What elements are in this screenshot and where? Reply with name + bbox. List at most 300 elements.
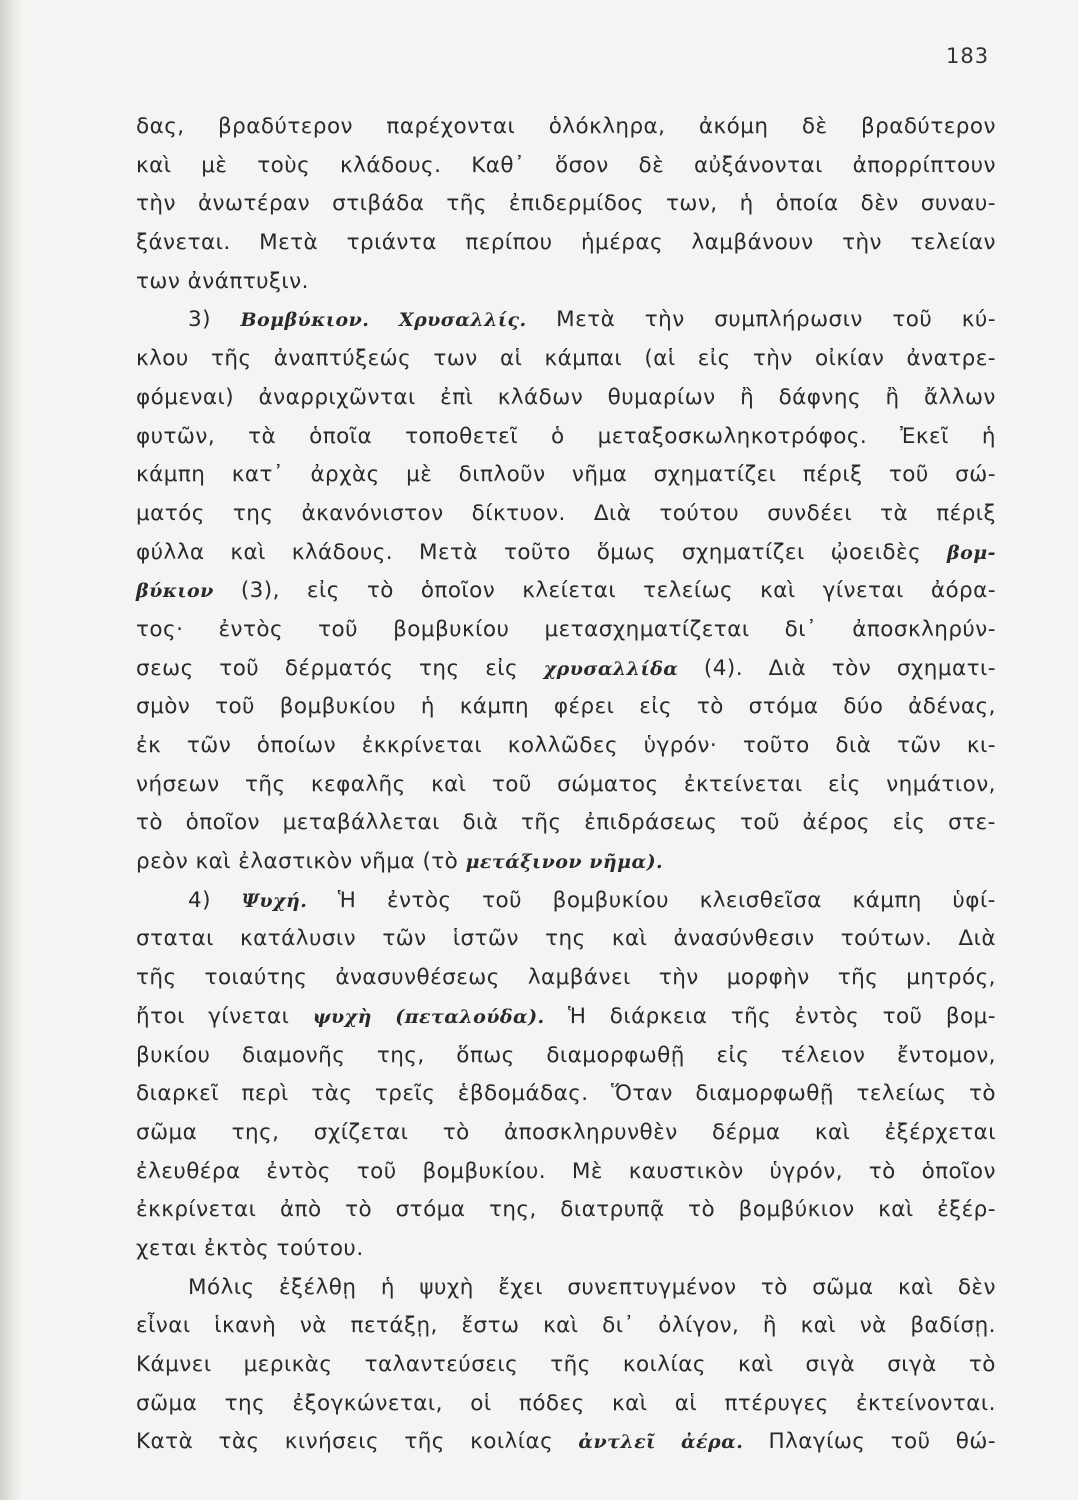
word: ἔχει [498, 1274, 543, 1300]
word: σῶμα [812, 1274, 874, 1300]
word: στόμα [748, 694, 819, 720]
word: ἡ [739, 191, 754, 217]
word: μετάξινον [465, 851, 582, 874]
word: καὶ [897, 1274, 934, 1300]
text-line [136, 1346, 996, 1385]
word: Μετὰ [259, 230, 319, 256]
word: τὴν [644, 307, 685, 333]
word: σχηματίζει [681, 539, 805, 565]
word: δὲν [957, 1274, 996, 1300]
word: ἱκανὴ [214, 1313, 277, 1339]
word: ἐκτὸς [203, 1235, 270, 1261]
word: ὁποῖον [420, 578, 496, 604]
word: σιγὰ [805, 1352, 856, 1377]
word: εἶναι [136, 1313, 191, 1339]
text-line [136, 1114, 996, 1153]
word: ψυχὴ [312, 1005, 372, 1028]
word: τῆς [211, 346, 252, 372]
word: οἰκίαν [815, 346, 885, 372]
word: χρυσαλλίδα [543, 657, 679, 680]
word: στε- [948, 810, 996, 836]
word: της [419, 655, 460, 681]
word: δάφνης [778, 384, 862, 410]
word: κλάδους. [291, 539, 394, 565]
word: κολλῶδες [507, 733, 619, 758]
text-line [136, 1385, 996, 1424]
word: τῆς [136, 965, 177, 991]
word: Χρυσαλλίς. [398, 309, 527, 332]
word: τὸ [136, 810, 163, 836]
word: ταλαντεύσεις [364, 1352, 519, 1377]
word: ἤτοι [136, 1003, 185, 1029]
word: δὲ [638, 152, 665, 178]
body-text [136, 108, 996, 1462]
word: διαμορφωθῇ [695, 1081, 834, 1107]
text-line [136, 1423, 996, 1462]
word: ἐπιδερμίδος [508, 191, 644, 217]
word: της [224, 1390, 266, 1416]
word: δι᾽ [602, 1313, 635, 1339]
word: καὶ [814, 1119, 851, 1145]
word: νήσεων [136, 771, 220, 797]
word: γίνεται [208, 1003, 290, 1029]
word: συνδέει [767, 500, 853, 526]
word: ἀνωτέραν [197, 191, 311, 217]
word: σχίζεται [313, 1119, 409, 1145]
word: νὰ [859, 1313, 887, 1339]
word: ἐκκρίνεται [136, 1197, 257, 1223]
word: κατ᾽ [231, 462, 285, 488]
word: ἀκόμη [698, 114, 769, 139]
text-line [136, 611, 996, 650]
word: ἐντὸς [266, 1158, 331, 1184]
word: νῆμα). [589, 851, 664, 874]
word: εἰς [485, 655, 519, 681]
text-line [136, 301, 996, 340]
word: πόδες [518, 1390, 585, 1416]
word: τῆς [404, 1429, 445, 1455]
word: κι- [966, 733, 996, 758]
word: τὸ [696, 694, 724, 720]
word: δὲν [860, 191, 899, 217]
word: Κατὰ [136, 1429, 194, 1455]
word: της [232, 500, 274, 526]
word: τοῦ [888, 462, 929, 488]
word: Καθ᾽ [471, 152, 526, 178]
word: τοῦ [356, 1158, 397, 1184]
word: ἐκτείνεται [683, 771, 803, 797]
text-line [136, 1037, 996, 1076]
word: διπλοῦν [458, 462, 546, 488]
word: ὀλίγον, [658, 1313, 740, 1339]
text-line [136, 534, 996, 573]
word: δι᾽ [784, 616, 818, 642]
word: καὶ [612, 1390, 648, 1416]
word: τοῦ [890, 1429, 931, 1455]
word: σμὸν [136, 694, 191, 720]
word: ἄλλων [924, 384, 996, 410]
word: τὴν [658, 965, 699, 991]
word: συμπλήρωσιν [714, 307, 863, 333]
word: Πλαγίως [768, 1429, 866, 1455]
word: τὴν [842, 230, 883, 256]
word: ἀντλεῖ [578, 1431, 656, 1454]
word: των [136, 268, 181, 294]
word: βομβυκίου [393, 616, 510, 642]
word: κατάλυσιν [240, 926, 357, 952]
word: τοῦτο [742, 733, 810, 758]
word: ὁποῖον [921, 1158, 996, 1184]
word: τοῦ [219, 655, 260, 681]
word: ἐξογκώνεται, [292, 1390, 443, 1416]
word: βομ- [947, 541, 996, 564]
word: ἱστῶν [452, 926, 519, 952]
word: διαμορφωθῇ [546, 1042, 685, 1068]
word: ἔστω [461, 1313, 520, 1339]
word: καὶ [800, 1313, 837, 1339]
word: Διὰ [593, 500, 632, 526]
word: της [545, 926, 586, 952]
word: κάμπαι [544, 346, 623, 372]
word: της, [376, 1042, 425, 1068]
word: τὸ [688, 1197, 716, 1223]
word: στιβάδα [332, 191, 425, 217]
word: νημάτιον, [886, 771, 996, 797]
word: ἢ [885, 384, 900, 410]
word: πετάξῃ, [350, 1313, 438, 1339]
word: τρεῖς [374, 1081, 436, 1107]
word: βομβυκίου [279, 694, 397, 720]
word: τὸ [868, 1158, 896, 1184]
word: καυστικὸν [628, 1158, 744, 1184]
text-line [136, 224, 996, 263]
word: τὸν [831, 655, 872, 681]
word: σῶμα [136, 1119, 198, 1145]
word: Βομβύκιον. [240, 309, 370, 332]
page-gutter-shadow [0, 0, 22, 1500]
word: κινήσεις [284, 1429, 380, 1455]
word: νῆμα [359, 849, 416, 875]
text-line [136, 1191, 996, 1230]
word: χεται [136, 1235, 197, 1261]
word: θυμαρίων [607, 384, 716, 410]
word: κάμπη [459, 694, 530, 720]
word: φύλλα [136, 539, 205, 565]
word: αὐξάνονται [694, 152, 823, 178]
word: τος· [136, 616, 184, 642]
text-line [136, 379, 996, 418]
word: ἐντὸς [794, 1003, 860, 1029]
word: Διὰ [768, 655, 807, 681]
word: καὶ [737, 1352, 774, 1377]
word: τοῦτο [503, 539, 571, 565]
word: των [433, 346, 478, 372]
word: τῶν [382, 926, 427, 952]
word: κοιλίας [470, 1429, 554, 1455]
text-line [136, 804, 996, 843]
word: κοιλίας [622, 1352, 706, 1377]
word: δίκτυον. [471, 500, 566, 526]
word: λαμβάνουν [691, 230, 814, 256]
word: τῶν [896, 733, 942, 758]
word: τοποθετεῖ [405, 423, 518, 449]
word: βραδύτερον [218, 114, 354, 139]
word: τοῦ [892, 307, 933, 333]
word: τοῦ [882, 1003, 923, 1029]
word: περίπου [465, 230, 553, 256]
word: κλείεται [522, 578, 617, 604]
word: ἐξέλθῃ [278, 1274, 357, 1300]
word: τοῦ [318, 616, 359, 642]
text-line [136, 456, 996, 495]
word: ἐντὸς [218, 616, 284, 642]
word: ξάνεται. [136, 230, 231, 256]
word: βυκίου [136, 1042, 211, 1068]
word: ἀρχὰς [310, 462, 380, 488]
word: ὁ [550, 423, 565, 449]
word: 4) [188, 887, 211, 913]
word: τούτου [659, 500, 740, 526]
word: ἐπὶ [440, 384, 474, 410]
word: ὅπως [456, 1042, 515, 1068]
word: τὸ [760, 1274, 788, 1300]
word: της, [488, 1197, 537, 1223]
word: κεφαλῆς [310, 771, 406, 797]
word: κλου [136, 346, 189, 372]
word: τὰ [880, 500, 909, 526]
word: τέλειον [780, 1042, 866, 1068]
word: τὴν [136, 191, 176, 217]
word: ἀνάπτυξιν. [187, 268, 309, 294]
word: καὶ [195, 849, 231, 875]
word: Ἡ [567, 1003, 587, 1029]
word: σχηματι- [896, 655, 996, 681]
word: βαδίσῃ. [910, 1313, 996, 1339]
word: Ὅταν [611, 1081, 673, 1107]
word: καὶ [543, 1313, 579, 1339]
word: φέρει [553, 694, 615, 720]
word: ἀδένας, [908, 694, 996, 720]
word: τὸ [345, 1197, 373, 1223]
word: σταται [136, 926, 214, 952]
word: καὶ [611, 926, 648, 952]
word: Μετὰ [418, 539, 479, 565]
text-line [136, 998, 996, 1037]
word: ἐλαστικὸν [238, 849, 353, 875]
word: δέρμα [711, 1119, 781, 1145]
word: τῶν [186, 733, 232, 758]
word: τὴν [752, 346, 793, 372]
word: τοῦ [491, 771, 532, 797]
word: 3) [188, 307, 211, 333]
word: κλεισθεῖσα [699, 887, 822, 913]
word: ἀόρα- [930, 578, 996, 604]
text-line [136, 727, 996, 766]
text-line [136, 688, 996, 727]
word: μεταξοσκωληκοτρόφος. [597, 423, 868, 449]
word: Διὰ [958, 926, 996, 952]
word: ἐντὸς [386, 887, 452, 913]
word: τῆς [550, 1352, 591, 1377]
word: γίνεται [822, 578, 904, 604]
text-line [136, 108, 996, 147]
word: ἀναρριχῶνται [258, 384, 416, 410]
word: τελείως [643, 578, 734, 604]
word: ἑβδομάδας. [457, 1081, 589, 1107]
text-line [136, 1230, 996, 1269]
word: μορφὴν [726, 965, 810, 991]
word: δὲ [801, 114, 828, 139]
word: βύκιον [136, 580, 214, 603]
word: Ἐκεῖ [900, 423, 949, 449]
word: βομ- [945, 1003, 996, 1029]
word: τὸ [366, 578, 394, 604]
word: καὶ [230, 539, 266, 565]
word: πτέρυγες [724, 1390, 829, 1416]
word: ἡ [420, 694, 435, 720]
word: τῆς [521, 810, 562, 836]
word: πέριξ [936, 500, 996, 526]
word: τοὺς [257, 152, 311, 178]
word: ἐκ [136, 733, 162, 758]
word: τὰς [311, 1081, 353, 1107]
word: ἀνασύνθεσιν [673, 926, 815, 952]
word: πέριξ [802, 462, 863, 488]
word: εἰς [639, 694, 673, 720]
word: σώματος [557, 771, 659, 797]
text-line [136, 418, 996, 457]
word: εἰς [697, 346, 731, 372]
word: βραδύτερον [860, 114, 996, 139]
word: ἀνασυνθέσεως [335, 965, 500, 991]
word: ἀέρα. [680, 1431, 744, 1454]
word: μεταβάλλεται [282, 810, 440, 836]
word: Μὲ [571, 1158, 603, 1184]
word: κλάδων [497, 384, 584, 410]
word: κύ- [961, 307, 996, 333]
word: ματός [136, 500, 205, 526]
word: στόμα [395, 1197, 466, 1223]
word: ὑγρόν, [769, 1158, 843, 1184]
word: ἀποσκληρυνθὲν [504, 1119, 678, 1145]
word: (τὸ [422, 849, 459, 875]
word: τοῦ [740, 810, 780, 836]
text-line [136, 766, 996, 805]
word: μὲ [201, 152, 228, 178]
text-line [136, 1153, 996, 1192]
word: μετασχηματίζεται [544, 616, 750, 642]
word: Κάμνει [136, 1352, 212, 1377]
word: σχηματίζει [653, 462, 777, 488]
word: ψυχὴ [419, 1274, 474, 1300]
word: διὰ [462, 810, 499, 836]
word: ἐξέρχεται [884, 1119, 996, 1145]
word: νὰ [299, 1313, 327, 1339]
word: διαρκεῖ [136, 1081, 219, 1107]
word: ρεὸν [136, 849, 189, 875]
word: ἐξέρ- [937, 1197, 996, 1223]
word: μερικὰς [243, 1352, 333, 1377]
word: ἡ [981, 423, 996, 449]
word: καὶ [136, 152, 172, 178]
word: ἐλευθέρα [136, 1158, 241, 1184]
word: εἰς [716, 1042, 750, 1068]
word: ἀναπτύξεώς [273, 346, 412, 372]
word: ἡ [380, 1274, 395, 1300]
word: ὅσον [554, 152, 609, 178]
word: ἀνατρε- [906, 346, 996, 372]
word: σιγὰ [887, 1352, 937, 1377]
word: ἐκτείνονται. [855, 1390, 996, 1416]
word: ὁποῖα [309, 423, 373, 449]
word: καὶ [760, 578, 796, 604]
word: Ἡ [337, 887, 357, 913]
word: βομβυκίου. [422, 1158, 547, 1184]
text-line [136, 920, 996, 959]
word: σῶμα [136, 1390, 198, 1416]
word: φόμεναι) [136, 384, 235, 410]
word: μητρός, [906, 965, 996, 991]
word: ἡμέρας [580, 230, 664, 256]
text-line [136, 1075, 996, 1114]
text-line [136, 1269, 996, 1308]
word: τὸ [968, 1352, 996, 1377]
word: δας, [136, 114, 185, 139]
word: σώ- [955, 462, 996, 488]
word: ὁποίων [256, 733, 337, 758]
word: εἰς [892, 810, 926, 836]
word: ἔντομον, [896, 1042, 996, 1068]
word: αἱ [499, 346, 523, 372]
word: διὰ [835, 733, 872, 758]
word: εἰς [827, 771, 861, 797]
word: ἢ [740, 384, 755, 410]
word: ἐπιδράσεως [584, 810, 718, 836]
word: ἐκκρίνεται [361, 733, 483, 758]
text-line [136, 263, 996, 302]
text-line [136, 1307, 996, 1346]
word: τῆς [730, 1003, 772, 1029]
text-line [136, 495, 996, 534]
word: καὶ [431, 771, 467, 797]
word: τριάντα [346, 230, 437, 256]
word: δέρματός [284, 655, 394, 681]
word: παρέχονται [386, 114, 516, 139]
word: ἀκανόνιστον [301, 500, 444, 526]
word: καὶ [878, 1197, 914, 1223]
word: (3), [240, 578, 280, 604]
text-line [136, 147, 996, 186]
word: τὸ [442, 1119, 470, 1145]
word: ἀποσκληρύν- [852, 616, 996, 642]
word: περὶ [241, 1081, 289, 1107]
word: ἢ [762, 1313, 777, 1339]
word: ὁποία [775, 191, 839, 217]
word: ὁλόκληρα, [548, 114, 666, 139]
word: συναυ- [920, 191, 996, 217]
word: ἀπὸ [279, 1197, 322, 1223]
word: (αἱ [644, 346, 676, 372]
word: ἀπορρίπτουν [852, 152, 996, 178]
word: τὸ [968, 1081, 996, 1107]
word: Μόλις [188, 1274, 255, 1300]
word: ὑφί- [952, 887, 996, 913]
word: σεως [136, 655, 194, 681]
word: τοῦ [215, 694, 255, 720]
word: φυτῶν, [136, 423, 216, 449]
word: βομβύκιον [738, 1197, 855, 1223]
text-line [136, 340, 996, 379]
